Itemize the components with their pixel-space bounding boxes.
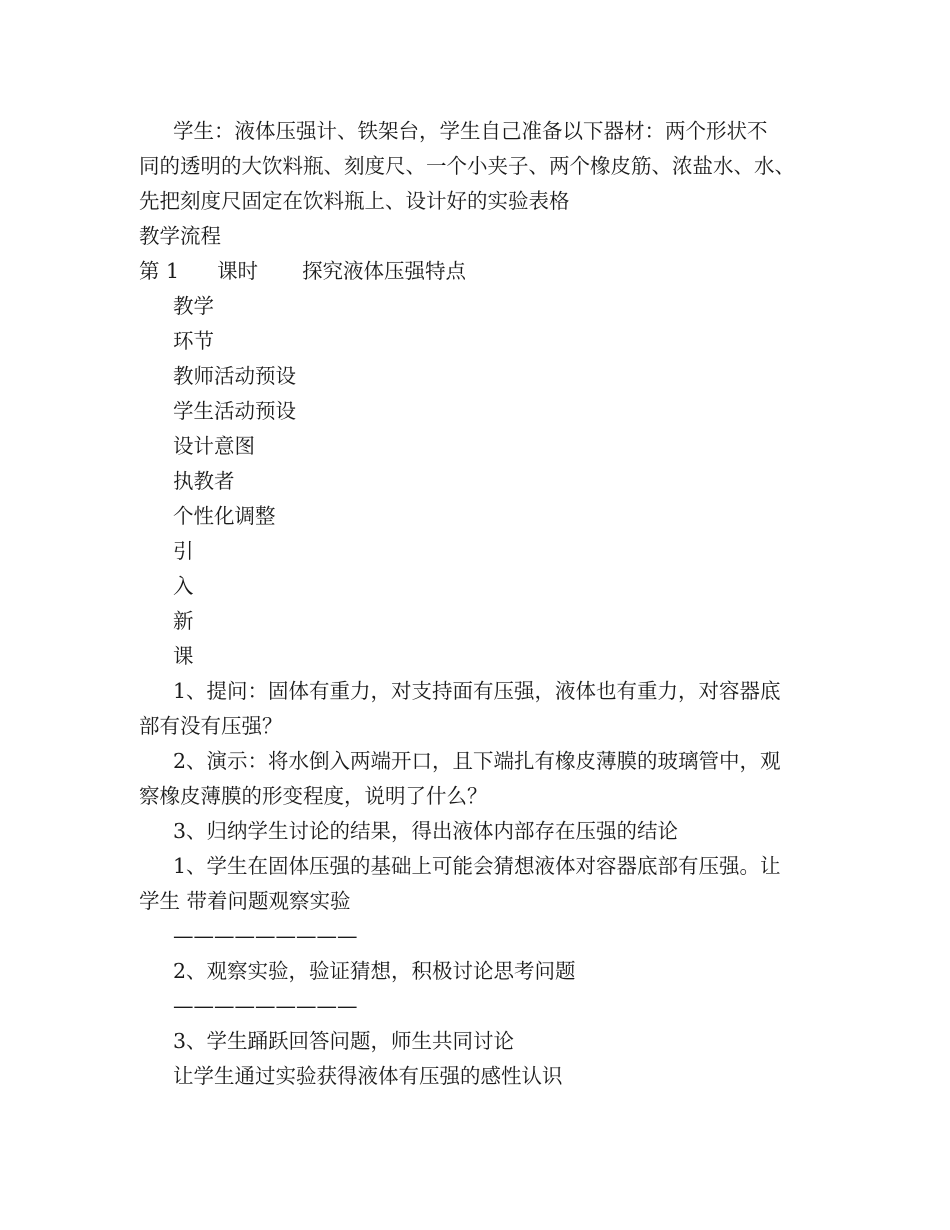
teacher-item-1-line-2: 部有没有压强？ [139,714,283,738]
table-header-5: 设计意图 [173,434,255,458]
section-char-2: 入 [173,574,194,598]
table-header-1: 教学 [173,294,214,318]
document-body [139,114,829,1094]
table-header-6: 执教者 [173,469,235,493]
materials-line-3: 先把刻度尺固定在饮料瓶上、设计好的实验表格 [139,189,570,213]
lesson-line [139,254,829,289]
table-header-7: 个性化调整 [173,504,276,528]
dash-separator-1: ————————— [173,924,358,948]
lesson-topic: 探究液体压强特点 [302,259,467,283]
teacher-item-2-line-1: 2、演示：将水倒入两端开口，且下端扎有橡皮薄膜的玻璃管中，观 [173,749,781,773]
table-header-3: 教师活动预设 [173,364,296,388]
materials-line-1: 学生：液体压强计、铁架台，学生自己准备以下器材：两个形状不 [173,119,768,143]
table-header-4: 学生活动预设 [173,399,296,423]
design-intent: 让学生通过实验获得液体有压强的感性认识 [173,1064,563,1088]
lesson-unit: 课时 [217,259,259,283]
student-item-3: 3、学生踊跃回答问题，师生共同讨论 [173,1029,515,1053]
teacher-item-3: 3、归纳学生讨论的结果，得出液体内部存在压强的结论 [173,819,679,843]
flow-heading: 教学流程 [139,224,221,248]
materials-line-2: 同的透明的大饮料瓶、刻度尺、一个小夹子、两个橡皮筋、浓盐水、水、 [139,154,795,178]
student-item-1-line-2: 学生 带着问题观察实验 [139,889,351,913]
teacher-item-2-line-2: 察橡皮薄膜的形变程度，说明了什么？ [139,784,488,808]
section-char-1: 引 [173,539,194,563]
lesson-number: 第 1 [139,259,180,283]
student-item-2: 2、观察实验，验证猜想，积极讨论思考问题 [173,959,576,983]
student-item-1-line-1: 1、学生在固体压强的基础上可能会猜想液体对容器底部有压强。让 [173,854,781,878]
teacher-item-1-line-1: 1、提问：固体有重力，对支持面有压强，液体也有重力，对容器底 [173,679,781,703]
section-char-3: 新 [173,609,194,633]
section-char-4: 课 [173,644,194,668]
table-header-2: 环节 [173,329,214,353]
dash-separator-2: ————————— [173,994,358,1018]
